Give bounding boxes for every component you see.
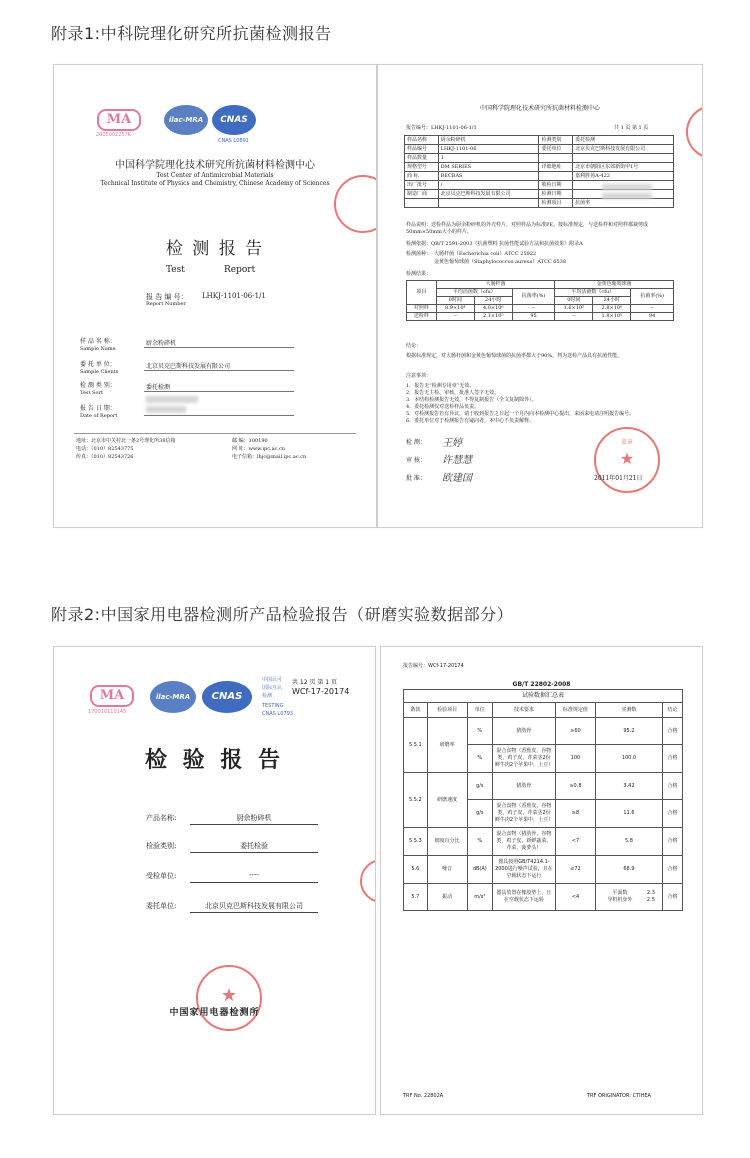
inspection-cover-page: [53, 646, 376, 1115]
report-no-value: LHKJ-1101-06-1/1: [202, 292, 266, 300]
info-cell: 检测日期: [539, 190, 573, 199]
cnas-logo: CNAS: [202, 681, 252, 713]
value-cell: 5.8: [595, 828, 662, 856]
item-cell: 噪音: [427, 856, 467, 884]
vibration-row: [598, 890, 660, 897]
vibration-value: 2.5: [646, 897, 655, 903]
field-inspected-value: ----: [249, 871, 259, 879]
standard-cell: <4: [555, 884, 595, 911]
note-item: 3．本结构检测报告无效，不得复制报告（全文复制除外）。: [406, 397, 537, 403]
cma-logo: MA: [90, 685, 134, 707]
cert-cn-1: 中国认可: [262, 677, 283, 683]
field-client-label: 委托单位:: [146, 902, 177, 910]
info-cell: /: [438, 181, 539, 190]
standard-cell: ≥0.8: [555, 773, 595, 800]
report-title: 检 测 报 告: [165, 239, 265, 259]
info-cell: 收检日期: [539, 181, 573, 190]
res-head-ecoli: 大肠杆菌: [436, 281, 555, 289]
signature-review: 许慧慧: [442, 455, 472, 466]
requirement-cell: 器具按照GB/T4214.1-2000进行噪声试验，且在空载状态下运行: [492, 856, 555, 884]
result-cell: 1.6×10⁵: [555, 305, 593, 313]
column-header: 检验项目: [427, 703, 467, 718]
info-row: [405, 154, 674, 163]
result-cell: 合格: [662, 884, 682, 911]
info-cell: 检测项目: [539, 199, 573, 208]
info-cell: 嘉利胜苑A-422: [573, 172, 674, 181]
field-client-value: 北京贝克巴斯科技发展有限公司: [205, 902, 303, 910]
report-cover-page: [53, 64, 377, 528]
value-cell: [595, 884, 662, 911]
value-cell: 100.0: [595, 745, 662, 773]
result-cell: 4.0×10⁶: [474, 305, 512, 313]
footer-address: 地址：北京市中关村北一条2号理化所38信箱: [76, 438, 176, 444]
title-en-test: Test: [166, 265, 185, 275]
res-sub: 平均活菌数（cfu）: [555, 289, 631, 297]
field-product-label: 产品名称:: [146, 814, 177, 822]
field-line: [144, 370, 294, 371]
unit-cell: %: [467, 828, 492, 856]
strain-2: 金黄色葡萄球菌（Staphylococcus aureus）ATCC 6538: [434, 259, 567, 265]
strain-1: 大肠杆菌（Escherichia coli）ATCC 25922: [434, 251, 537, 257]
result-cell: 2.8×10⁶: [593, 305, 631, 313]
note-item: 1．报告无“检测专用章”无效。: [406, 383, 475, 389]
vibration-label: 导机机身外: [607, 897, 633, 903]
item-cell: 研磨率: [427, 718, 467, 773]
signature-test: 王婷: [442, 438, 462, 449]
info-cell: 北京市朝阳区东郊新街甲1号: [573, 163, 674, 172]
clause-cell: 5.5.2: [404, 773, 428, 828]
results-page-no: 共 1 页 第 1 页: [614, 125, 649, 131]
sample-note: 样品说明：送检样品为厨余粉碎机的外壳样片，对照样品为标准PE。按标准规定，与送检样和对照样都裁剪成50mm×50mm大小的样片。: [406, 222, 649, 235]
field-inspected-label: 受检单位:: [146, 872, 177, 880]
standard-cell: ≥60: [555, 718, 595, 745]
center-name-en-1: Test Center of Antimicrobial Materials: [156, 172, 274, 179]
cert-en: TESTING: [262, 703, 284, 709]
clause-cell: 5.5.3: [404, 828, 428, 856]
requirement-cell: 混合食物（猪肋骨，谷物类，鸡子皮，新鲜蔬菜，芹菜，菠萝头）: [492, 828, 555, 856]
field-sort-label: 检 测 类 别： Test Sort: [80, 382, 116, 396]
column-header: 单位: [467, 703, 492, 718]
cert-number: CNAS L0793: [262, 711, 293, 717]
result-cell: 合格: [662, 745, 682, 773]
results-table: [406, 280, 674, 321]
sign-review-label: 审 核：: [406, 457, 426, 464]
info-cell: 北京贝克巴斯科技发展有限公司: [438, 190, 539, 199]
trf-number: TRF No. 22802A: [403, 1093, 444, 1099]
info-cell: 规格型号: [405, 163, 439, 172]
table-row: [404, 884, 683, 911]
column-header: 条款: [404, 703, 428, 718]
field-type-label: 检验类别:: [146, 842, 177, 850]
standard-cell: ≥8: [555, 800, 595, 828]
vibration-row: [598, 897, 660, 904]
info-cell: 详细地址: [539, 163, 573, 172]
requirement-cell: 混合食物（香蕉皮，谷物类，鸡子皮，芹菜茎2份鲜牛肉2个苹果中，土豆）: [492, 745, 555, 773]
cnas-number: CNAS L0891: [218, 138, 249, 144]
results-report-no: 报告编号：LHKJ-1101-06-1/1: [406, 125, 477, 131]
result-cell: 1.8×10⁵: [593, 313, 631, 321]
unit-cell: %: [467, 718, 492, 745]
info-cell: 样品编号: [405, 145, 439, 154]
unit-cell: g/s: [467, 800, 492, 828]
footer-website: 网 址：www.ipc.ac.cn: [232, 446, 286, 452]
report-date: 2011年01月21日: [594, 475, 643, 482]
info-cell: 检测类别: [539, 136, 573, 145]
report-code: WCf-17-20174: [292, 687, 350, 696]
note-item: 4．委托检测仅对送检样品负责。: [406, 404, 480, 410]
res-sub: 平均活菌数（cfu）: [436, 289, 512, 297]
redacted-date: [602, 193, 652, 199]
result-cell: --: [512, 305, 555, 313]
official-stamp: [594, 427, 660, 493]
red-stamp-edge: [686, 105, 703, 159]
field-product-value: 厨余粉碎机: [236, 814, 272, 822]
result-row: [407, 305, 674, 313]
res-sub2: 24小时: [593, 297, 631, 305]
vibration-label: 平面数: [612, 890, 628, 896]
footer-email: 电子信箱：lhjc@mail.ipc.ac.cn: [232, 454, 307, 460]
inspection-title: 检 验 报 告: [145, 747, 284, 773]
info-cell: 厨余粉碎机: [438, 136, 539, 145]
cert-cn-2: 国际互认: [262, 685, 283, 691]
info-cell: 北京贝克巴斯科技发展有限公司: [573, 145, 674, 154]
conclusion-text: 根据标准规定，对大肠杆菌和金黄色葡萄球菌的抗菌率都大于90%，判为送检产品具有抗菌性能。: [406, 353, 623, 359]
report-no-en: Report Number: [146, 301, 186, 307]
notes-list: [406, 383, 676, 425]
field-line: [190, 912, 318, 913]
result-cell: --: [436, 313, 474, 321]
info-cell: BECBAS: [438, 172, 539, 181]
res-head-saureus: 金黄色葡萄球菌: [555, 281, 674, 289]
res-sub: 抗菌率(%): [512, 289, 555, 305]
notes-label: 注意事项：: [406, 373, 432, 379]
table-row: [404, 856, 683, 884]
cnas-logo: CNAS: [212, 105, 256, 135]
cma-logo: MA: [97, 109, 141, 131]
clause-cell: 5.5.1: [404, 718, 428, 773]
table-row: [404, 718, 683, 745]
info-cell: 委托单位: [539, 145, 573, 154]
result-cell: 2.1×10⁵: [474, 313, 512, 321]
grinding-data-table: [403, 689, 683, 911]
info-cell: 商 标: [405, 172, 439, 181]
note-item: 2．报告无主检、审核、批准人签字无效。: [406, 390, 500, 396]
info-cell: 1: [438, 154, 539, 163]
institute-footer: 中国家用电器检测所: [169, 1008, 260, 1018]
requirement-cell: 猪肋骨: [492, 718, 555, 745]
info-cell: LHKJ-1101-06: [438, 145, 539, 154]
result-row: [407, 313, 674, 321]
info-cell: 抗菌率: [573, 199, 674, 208]
info-row: [405, 136, 674, 145]
result-cell: 合格: [662, 856, 682, 884]
unit-cell: dB(A): [467, 856, 492, 884]
cma-number: 170010110145: [88, 709, 127, 715]
footer-divider: [74, 433, 356, 434]
trf-originator: TRF ORIGINATOR: CTIHEA: [587, 1093, 651, 1099]
field-sample-name-label: 样 品 名 称： Sample Name: [80, 338, 116, 352]
clause-cell: 5.7: [404, 884, 428, 911]
info-cell: [405, 199, 439, 208]
res-sub2: 0时间: [436, 297, 474, 305]
value-cell: 95.2: [595, 718, 662, 745]
info-row: [405, 172, 674, 181]
requirement-cell: 猪肋骨: [492, 773, 555, 800]
res-sub: 抗菌率(%): [631, 289, 674, 305]
info-cell: 出厂批号: [405, 181, 439, 190]
data-report-no: 报告编号：WCf-17-20174: [403, 663, 464, 669]
column-header: 实测数: [595, 703, 662, 718]
conclusion-label: 结论：: [406, 343, 422, 349]
info-cell: [539, 172, 573, 181]
vibration-value: 2.3: [646, 890, 655, 896]
redacted-text: [146, 396, 198, 403]
info-cell: [573, 154, 674, 163]
result-cell: --: [631, 305, 674, 313]
result-cell: 94: [631, 313, 674, 321]
vibration-subtable: [598, 890, 660, 904]
info-cell: [438, 199, 539, 208]
sign-test-label: 检 测：: [406, 439, 426, 446]
standard-no: GB/T 22802-2008: [512, 681, 571, 688]
field-line: [190, 882, 318, 883]
field-sample-name-value: 厨余粉碎机: [146, 340, 177, 347]
table-title: 试验数据汇总表: [404, 690, 683, 703]
res-sub2: 24小时: [474, 297, 512, 305]
info-cell: 样品名称: [405, 136, 439, 145]
report-no-label: 报 告 编 号：: [146, 293, 188, 301]
res-sub2: 0时间: [555, 297, 593, 305]
table-row: [404, 828, 683, 856]
field-type-value: 委托检验: [240, 842, 268, 850]
item-cell: 振动: [427, 884, 467, 911]
section-title-1: 附录1:中科院理化研究所抗菌检测报告: [51, 24, 332, 43]
info-cell: 制造厂商: [405, 190, 439, 199]
footer-tel: 电话：（010）82543775: [76, 446, 134, 452]
info-row: [405, 163, 674, 172]
field-date-label: 报 告 日 期： Date of Report: [80, 405, 118, 419]
result-cell: 合格: [662, 773, 682, 800]
note-item: 6．委托单位对于检测报告有疑问者，本中心不负责解释。: [406, 418, 535, 424]
field-line: [144, 391, 294, 392]
cert-cn-3: 检测: [262, 693, 273, 699]
field-sort-value: 委托检测: [146, 384, 171, 391]
footer-fax: 传真：（010）82543726: [76, 454, 134, 460]
results-label: 检测结果：: [406, 271, 432, 277]
note-item: 5．对检测报告若有异议，请于收到报告之日起一个月内向本检测中心提出，来函来电请注明报告编号。: [406, 411, 635, 417]
info-cell: [539, 154, 573, 163]
page-count: 共 12 页 第 1 页: [292, 679, 337, 686]
redacted-date: [602, 184, 652, 190]
test-basis: 检测依据：QB/T 2591-2003《抗菌塑料 抗菌性能试验方法和抗菌效果》附录A: [406, 241, 583, 247]
field-line: [144, 347, 294, 348]
standard-cell: 100: [555, 745, 595, 773]
result-cell: 合格: [662, 800, 682, 828]
column-header: 技术要求: [492, 703, 555, 718]
result-cell: 95: [512, 313, 555, 321]
ilac-mra-logo: ilac-MRA: [150, 681, 196, 713]
redacted-date: [146, 406, 186, 413]
footer-postcode: 邮 编：100190: [232, 438, 268, 444]
ilac-mra-logo: ilac-MRA: [164, 105, 208, 135]
field-line: [190, 824, 318, 825]
signature-approve: 欧建国: [442, 473, 472, 484]
sign-approve-label: 批 准：: [406, 475, 426, 482]
info-row: [405, 145, 674, 154]
info-cell: 样品数量: [405, 154, 439, 163]
field-line: [144, 415, 294, 416]
official-stamp: [196, 965, 262, 1031]
strain-label: 检测菌种：: [406, 251, 432, 257]
field-client-value: 北京贝克巴斯科技发展有限公司: [146, 363, 231, 370]
field-client-label: 委 托 单 位： Sample Clients: [80, 361, 119, 375]
stamp-label: 盖章: [620, 439, 633, 446]
info-cell: DM SERIES: [438, 163, 539, 172]
section-title-2: 附录2:中国家用电器检测所产品检验报告（研磨实验数据部分）: [51, 605, 514, 624]
result-cell: 合格: [662, 828, 682, 856]
results-header: 中国科学院理化技术研究所抗菌材料检测中心: [479, 105, 600, 112]
grinding-data-page: [380, 646, 703, 1115]
field-line: [190, 852, 318, 853]
title-en-report: Report: [224, 265, 256, 275]
column-header: 结论: [662, 703, 682, 718]
result-cell: 合格: [662, 718, 682, 745]
table-row: [404, 773, 683, 800]
info-row: [405, 199, 674, 208]
result-cell: 对照样: [407, 305, 437, 313]
requirement-cell: 混合食物（香蕉皮，谷物类，鸡子皮，芹菜茎2份鲜牛肉2个苹果中，土豆）: [492, 800, 555, 828]
column-header: 标准规定值: [555, 703, 595, 718]
item-cell: 研磨速度: [427, 773, 467, 828]
unit-cell: %: [467, 745, 492, 773]
unit-cell: g/s: [467, 773, 492, 800]
requirement-cell: 器具放置在橡胶垫上，且在空载状态下运转: [492, 884, 555, 911]
red-stamp-edge: [360, 859, 376, 903]
unit-cell: m/s²: [467, 884, 492, 911]
value-cell: 3.42: [595, 773, 662, 800]
result-cell: 8.9×10⁴: [436, 305, 474, 313]
star-icon: ★: [220, 985, 238, 1006]
value-cell: 11.6: [595, 800, 662, 828]
res-head-item: 项目: [407, 281, 437, 305]
center-name-en-2: Technical Institute of Physics and Chemistry, Chinese Academy of Sciences: [100, 180, 330, 187]
value-cell: 68.9: [595, 856, 662, 884]
result-cell: --: [555, 313, 593, 321]
item-cell: 细度百分比: [427, 828, 467, 856]
report-results-page: [377, 64, 703, 528]
result-cell: 送检样: [407, 313, 437, 321]
clause-cell: 5.6: [404, 856, 428, 884]
standard-cell: ≤72: [555, 856, 595, 884]
info-cell: 委托检测: [573, 136, 674, 145]
star-icon: ★: [619, 449, 635, 468]
center-name-cn: 中国科学院理化技术研究所抗菌材料检测中心: [115, 160, 315, 171]
cma-number: 2005002257K: [96, 132, 132, 138]
standard-cell: <7: [555, 828, 595, 856]
